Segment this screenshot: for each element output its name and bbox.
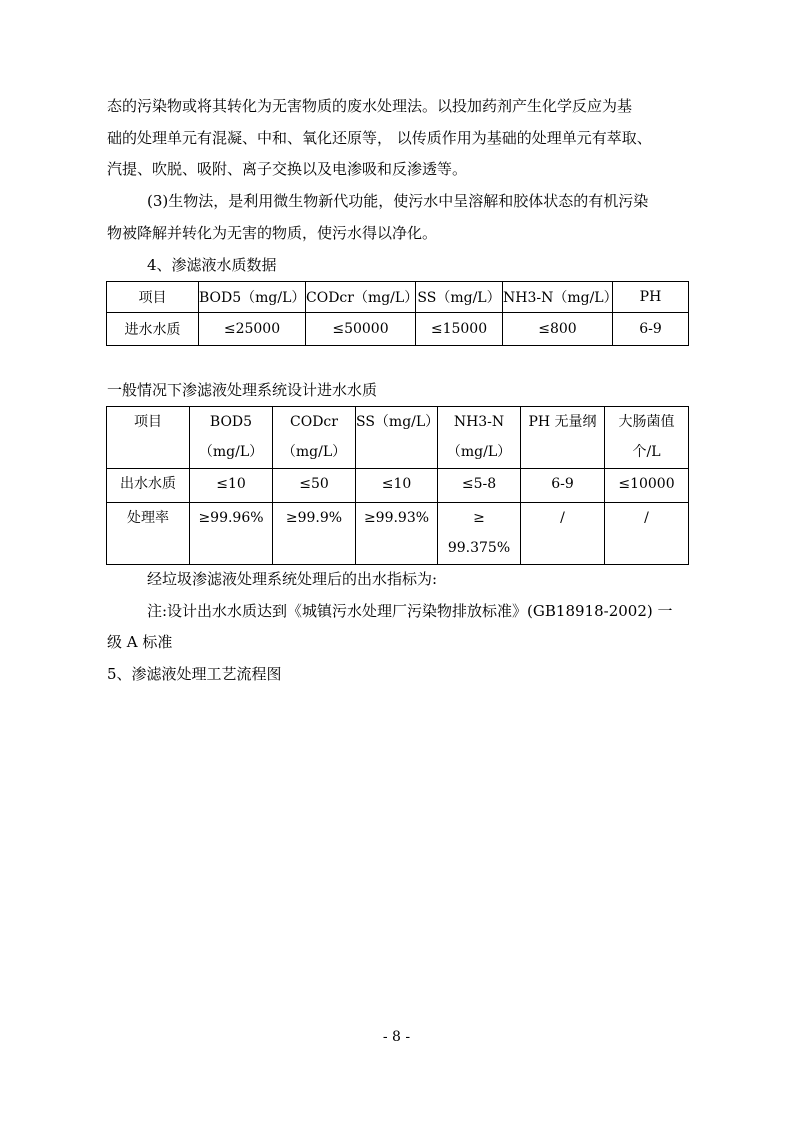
table-header-cell (521, 407, 605, 469)
cell-text: ≤50 (299, 476, 329, 492)
table-cell: ≤800 (503, 313, 613, 346)
cell-text: ≤5-8 (461, 476, 497, 492)
table-cell: ≤50000 (306, 313, 416, 346)
table-header-cell (273, 407, 356, 469)
cell-text: 出水水质 (120, 476, 176, 492)
table-header-cell: BOD5（mg/L） (199, 282, 306, 313)
cell-text: 99.375% (447, 540, 511, 556)
cell-text: ≤10 (216, 476, 246, 492)
table-cell (521, 503, 605, 565)
cell-text: / (560, 510, 565, 526)
table-cell (438, 503, 521, 565)
section-heading: 5、渗滤液处理工艺流程图 (107, 665, 282, 683)
paragraph-line: (3)生物法，是利用微生物新代功能，使污水中呈溶解和胶体状态的有机污染 (147, 192, 649, 210)
table-header-cell (605, 407, 689, 469)
paragraph-line: 汽提、吹脱、吸附、离子交换以及电渗吸和反渗透等。 (107, 160, 468, 178)
paragraph-line: 注:设计出水水质达到《城镇污水处理厂污染物排放标准》(GB18918-2002) 一 (147, 602, 673, 620)
paragraph-line: 础的处理单元有混凝、中和、氧化还原等， 以传质作用为基础的处理单元有萃取、 (107, 129, 652, 147)
table-caption: 一般情况下渗滤液处理系统设计进水水质 (107, 381, 378, 399)
table-cell: ≤25000 (199, 313, 306, 346)
table-cell (356, 503, 438, 565)
cell-text: 6-9 (551, 476, 574, 492)
cell-text: ≤10 (381, 476, 412, 492)
table-header-cell (438, 407, 521, 469)
paragraph-line: 物被降解并转化为无害的物质，使污水得以净化。 (107, 224, 438, 242)
table-cell: 6-9 (613, 313, 689, 346)
table-cell: ≤15000 (416, 313, 503, 346)
paragraph-line: 态的污染物或将其转化为无害物质的废水处理法。以投加药剂产生化学反应为基 (107, 97, 633, 115)
table-cell (356, 469, 438, 503)
cell-text: BOD5 (209, 414, 253, 430)
paragraph-line: 经垃圾渗滤液处理系统处理后的出水指标为: (147, 570, 438, 588)
cell-text: 大肠菌值 (618, 414, 675, 430)
table-row (107, 313, 689, 346)
cell-text: 个/L (632, 444, 661, 460)
table-cell: 进水水质 (107, 313, 199, 346)
paragraph-line: 级 A 标准 (107, 633, 173, 651)
table-header-cell (107, 407, 190, 469)
cell-text: （mg/L） (198, 444, 264, 460)
table-cell (605, 469, 689, 503)
table-header-row (107, 407, 689, 469)
table-cell (521, 469, 605, 503)
table-cell (273, 469, 356, 503)
table-cell (190, 503, 273, 565)
table-cell (438, 469, 521, 503)
table-row (107, 469, 689, 503)
cell-text: SS（mg/L） (356, 414, 440, 430)
water-quality-table (106, 281, 689, 346)
table-header-cell: SS（mg/L） (416, 282, 503, 313)
cell-text: PH 无量纲 (528, 414, 597, 430)
cell-text: / (644, 510, 649, 526)
cell-text: 处理率 (127, 510, 169, 526)
table-row (107, 503, 689, 565)
table-cell (605, 503, 689, 565)
cell-text: CODcr (290, 414, 338, 430)
table-header-cell: PH (613, 282, 689, 313)
effluent-quality-table (106, 406, 689, 565)
table-header-cell: CODcr（mg/L） (306, 282, 416, 313)
table-cell (273, 503, 356, 565)
cell-text: ≤10000 (618, 476, 675, 492)
page-number: - 8 - (382, 1029, 411, 1045)
cell-text: ≥99.96% (198, 510, 264, 526)
cell-text: （mg/L） (446, 444, 512, 460)
table-cell (190, 469, 273, 503)
section-heading: 4、渗滤液水质数据 (147, 256, 277, 274)
cell-text: NH3-N (453, 414, 505, 430)
cell-text: ≥99.93% (363, 510, 430, 526)
table-header-cell (356, 407, 438, 469)
table-header-cell (190, 407, 273, 469)
table-header-cell: NH3-N（mg/L） (503, 282, 613, 313)
table-header-row (107, 282, 689, 313)
cell-text: （mg/L） (281, 444, 347, 460)
cell-text: 项目 (134, 414, 162, 430)
table-cell (107, 469, 190, 503)
table-cell (107, 503, 190, 565)
cell-text: ≥99.9% (285, 510, 343, 526)
cell-text: ≥ (473, 510, 485, 526)
table-header-cell: 项目 (107, 282, 199, 313)
